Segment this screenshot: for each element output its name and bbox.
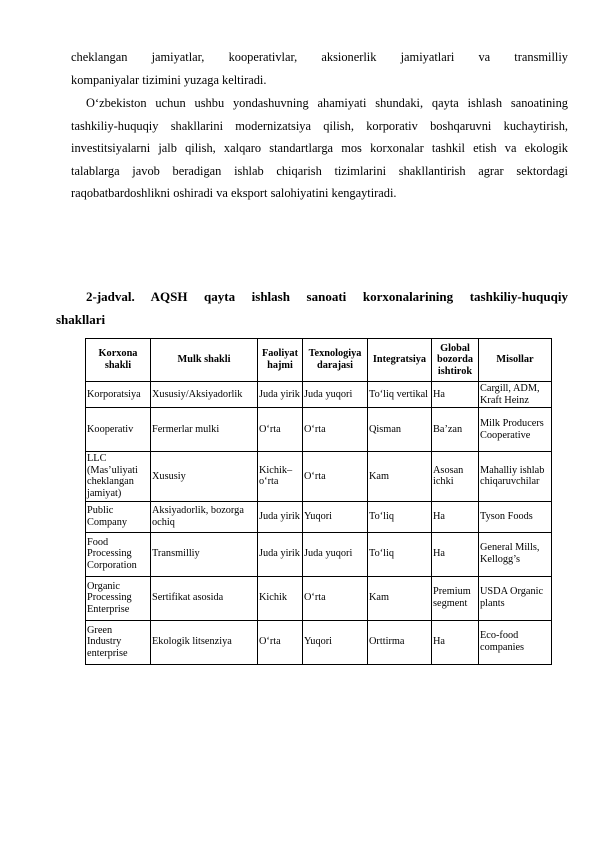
cell-global-market: Ha (432, 532, 479, 576)
cell-integration: To‘liq vertikal (368, 382, 432, 408)
cell-ownership-form: Xususiy (151, 452, 258, 501)
cell-global-market: Premium segment (432, 576, 479, 620)
col-header-examples: Misollar (479, 339, 552, 382)
cell-activity-volume: Juda yirik (258, 382, 303, 408)
cell-integration: To‘liq (368, 532, 432, 576)
cell-ownership-form: Sertifikat asosida (151, 576, 258, 620)
cell-ownership-form: Fermerlar mulki (151, 408, 258, 452)
cell-global-market: Ha (432, 620, 479, 664)
table-row (86, 382, 552, 408)
cell-global-market: Ba’zan (432, 408, 479, 452)
cell-technology-level: O‘rta (303, 576, 368, 620)
cell-examples: Mahalliy ishlab chiqaruvchilar (479, 452, 552, 501)
cell-technology-level: Yuqori (303, 620, 368, 664)
paragraph-2: O‘zbekiston uchun ushbu yondashuvning ahamiyati shundaki, qayta ishlash sanoatining tashkiliy-huquqiy shakllarini modernizatsiya qilish, korporativ boshqaruvni kuchaytirish, investitsiyalarni jalb qilish, xalqaro standartlarga mos korxonalar tashkil etish va ekologik talablarga javob beradigan ishlab chiqarish tizimlarini shakllantirish agrar sektordagi raqobatbardoshlikni oshiradi va eksport salohiyatini kengaytiradi. (71, 96, 568, 201)
cell-technology-level: O‘rta (303, 408, 368, 452)
cell-examples: Cargill, ADM, Kraft Heinz (479, 382, 552, 408)
cell-activity-volume: Juda yirik (258, 501, 303, 532)
table-row (86, 576, 552, 620)
cell-activity-volume: Kichik–o‘rta (258, 452, 303, 501)
table-row (86, 501, 552, 532)
table-body (86, 382, 552, 665)
cell-integration: To‘liq (368, 501, 432, 532)
cell-enterprise-form: Green Industry enterprise (86, 620, 151, 664)
col-header-technology-level: Texnologiya darajasi (303, 339, 368, 382)
cell-activity-volume: O‘rta (258, 408, 303, 452)
table-caption (56, 286, 568, 331)
cell-integration: Kam (368, 452, 432, 501)
cell-technology-level: Juda yuqori (303, 532, 368, 576)
cell-integration: Orttirma (368, 620, 432, 664)
cell-enterprise-form: Public Company (86, 501, 151, 532)
organizational-forms-table (85, 338, 552, 665)
cell-global-market: Ha (432, 501, 479, 532)
cell-enterprise-form: Organic Processing Enterprise (86, 576, 151, 620)
cell-technology-level: O‘rta (303, 452, 368, 501)
cell-examples: General Mills, Kellogg’s (479, 532, 552, 576)
col-header-integration: Integratsiya (368, 339, 432, 382)
col-header-activity-volume: Faoliyat hajmi (258, 339, 303, 382)
table-caption-line-2: shakllari (56, 311, 106, 327)
cell-ownership-form: Xususiy/Aksiyadorlik (151, 382, 258, 408)
cell-technology-level: Yuqori (303, 501, 368, 532)
cell-global-market: Asosan ichki (432, 452, 479, 501)
col-header-global-market: Global bozorda ishtirok (432, 339, 479, 382)
col-header-enterprise-form: Korxona shakli (86, 339, 151, 382)
table-row (86, 452, 552, 501)
cell-examples: USDA Organic plants (479, 576, 552, 620)
table-caption-line-1: 2-jadval. AQSH qayta ishlash sanoati korxonalarining tashkiliy-huquqiy (86, 289, 568, 304)
paragraph-1-line-1: cheklangan jamiyatlar, kooperativlar, aksionerlik jamiyatlari va transmilliy (71, 50, 568, 64)
table-header-row (86, 339, 552, 382)
cell-global-market: Ha (432, 382, 479, 408)
cell-enterprise-form: Food Processing Corporation (86, 532, 151, 576)
table-row (86, 620, 552, 664)
cell-activity-volume: O‘rta (258, 620, 303, 664)
paragraph-1-line-2: kompaniyalar tizimini yuzaga keltiradi. (71, 73, 267, 87)
cell-technology-level: Juda yuqori (303, 382, 368, 408)
table-row (86, 532, 552, 576)
col-header-ownership-form: Mulk shakli (151, 339, 258, 382)
cell-enterprise-form: LLC (Mas’uliyati cheklangan jamiyat) (86, 452, 151, 501)
cell-ownership-form: Ekologik litsenziya (151, 620, 258, 664)
cell-examples: Tyson Foods (479, 501, 552, 532)
table-row (86, 408, 552, 452)
cell-enterprise-form: Korporatsiya (86, 382, 151, 408)
cell-integration: Qisman (368, 408, 432, 452)
cell-ownership-form: Transmilliy (151, 532, 258, 576)
cell-examples: Milk Producers Cooperative (479, 408, 552, 452)
cell-examples: Eco-food companies (479, 620, 552, 664)
cell-activity-volume: Kichik (258, 576, 303, 620)
cell-integration: Kam (368, 576, 432, 620)
cell-ownership-form: Aksiyadorlik, bozorga ochiq (151, 501, 258, 532)
cell-enterprise-form: Kooperativ (86, 408, 151, 452)
cell-activity-volume: Juda yirik (258, 532, 303, 576)
